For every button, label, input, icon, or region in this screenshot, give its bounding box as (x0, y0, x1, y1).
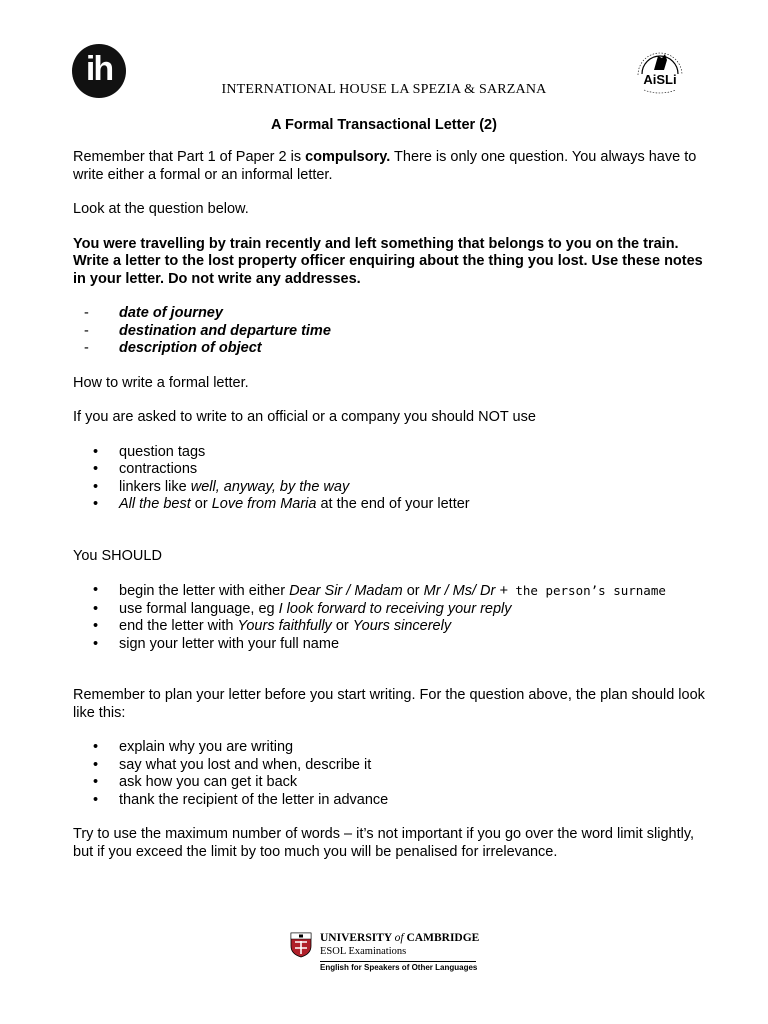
item-text: or (402, 583, 424, 599)
task-prompt: You were travelling by train recently and left something that belongs to you on the train. Write a letter to the lost property officer enquiring about the thing you lost. Use these notes in your letter. Do not write any addresses. (73, 235, 703, 287)
item-mono: the person’s surname (507, 583, 666, 598)
esol-tagline: English for Speakers of Other Languages (320, 963, 478, 972)
list-item: • thank the recipient of the letter in advance (73, 792, 713, 810)
list-item: • ask how you can get it back (73, 774, 713, 792)
should-heading: You SHOULD (73, 547, 162, 564)
list-item (73, 582, 713, 601)
ih-logo-text: ih (85, 49, 113, 88)
item-italic: Dear Sir / Madam (289, 583, 403, 599)
plan-intro: Remember to plan your letter before you start writing. For the question above, the plan should look like this: (73, 687, 705, 721)
list-item: • say what you lost and when, describe it (73, 757, 713, 775)
cambridge-logo (290, 930, 480, 976)
item-text: linkers like (119, 478, 191, 495)
list-item: • contractions (73, 461, 713, 479)
list-item: • sign your letter with your full name (73, 636, 713, 654)
item-text: use formal language, eg (119, 600, 279, 617)
footer-divider (320, 961, 476, 962)
intro-text: Remember that Part 1 of Paper 2 is (73, 149, 306, 165)
should-not-list (73, 444, 713, 514)
list-item (73, 496, 713, 514)
cambridge-crest-icon (290, 932, 312, 958)
item-text: or (190, 496, 212, 512)
item-italic: Yours faithfully (237, 618, 332, 634)
list-item: • explain why you are writing (73, 739, 713, 757)
notes-list (73, 305, 713, 358)
how-to-heading: How to write a formal letter. (73, 374, 249, 391)
list-item: - destination and departure time (73, 323, 713, 341)
item-italic: I look forward to receiving your reply (278, 600, 512, 617)
official-intro: If you are asked to write to an official or a company you should NOT use (73, 409, 536, 425)
plan-list (73, 739, 713, 809)
intro-paragraph (73, 149, 713, 184)
closing-paragraph: Try to use the maximum number of words – it’s not important if you go over the word limit slightly, but if you exceed the limit by too much you will be penalised for irrelevance. (73, 826, 695, 860)
item-italic: Yours sincerely (352, 618, 452, 634)
list-item: • question tags (73, 444, 713, 462)
intro-bold: compulsory. (305, 149, 391, 165)
look-question: Look at the question below. (73, 201, 249, 217)
document-body (73, 149, 713, 861)
list-item: - description of object (73, 340, 713, 358)
page-title: A Formal Transactional Letter (2) (271, 117, 497, 133)
list-item (73, 618, 713, 636)
university-name (320, 932, 479, 944)
list-item (73, 479, 713, 497)
list-item: - date of journey (73, 305, 713, 323)
item-text: or (331, 618, 353, 634)
item-text: end the letter with (119, 618, 238, 634)
should-list (73, 582, 713, 653)
intro-text-rest: There is only one question. You always have to write either a formal or an informal letter. (73, 149, 697, 183)
item-text: begin the letter with either (119, 583, 290, 599)
item-text: at the end of your letter (316, 496, 470, 512)
university-of: of (394, 932, 404, 944)
university-text: UNIVERSITY (320, 932, 392, 944)
university-text-b: CAMBRIDGE (406, 932, 480, 944)
item-italic: Mr / Ms/ Dr + (423, 583, 508, 599)
item-italic: Love from Maria (211, 496, 317, 512)
item-italic: well, anyway, by the way (190, 478, 350, 495)
aisli-logo-text: AiSLi (643, 72, 677, 87)
item-italic: All the best (119, 496, 191, 512)
esol-label: ESOL Examinations (320, 946, 407, 957)
list-item (73, 601, 713, 619)
school-name: INTERNATIONAL HOUSE LA SPEZIA & SARZANA (221, 82, 547, 97)
